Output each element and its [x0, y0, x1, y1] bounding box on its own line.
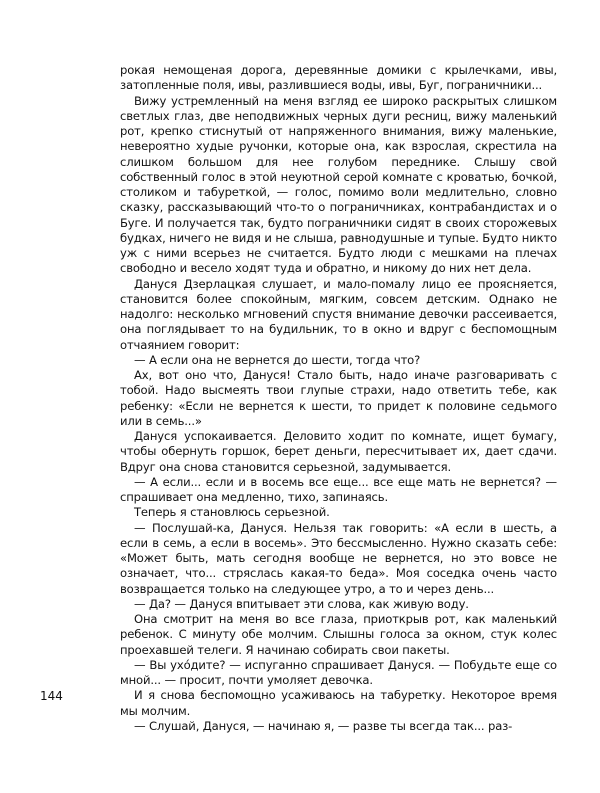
paragraph-9: — Послушай-ка, Дануся. Нельзя так говорить: «А если в шесть, а если в семь, а если в восемь». Это бессмысленно. Нужно сказать себе: «Может быть, мать сегодня вообще не вернется, но это вовсе не означает, что... стряслась какая-то беда». Моя соседка очень часто возвращается только на следующее утро, а то и через день... [120, 520, 557, 596]
paragraph-2: Вижу устремленный на меня взгляд ее широко раскрытых слишком светлых глаз, две неподвижных черных дуги ресниц, вижу маленький рот, крепко стиснутый от напряженного внимания, вижу маленькие, невероятно худые ручонки, которые она, как взрослая, скрестила на слишком большом для нее голубом переднике. Слышу свой собственный голос в этой неуютной серой комнате с кроватью, бочкой, столиком и табуреткой, — голос, помимо воли медлительно, словно сказку, рассказывающий что-то о пограничниках, контрабандистах и о Буге. И получается так, будто пограничники сидят в своих сторожевых будках, ничего не видя и не слыша, равнодушные и тупые. Будто никто уж с ними всерьез не считается. Будто люди с мешками на плечах свободно и весело ходят туда и обратно, и никому до них нет дела. [120, 93, 557, 276]
page-text [120, 63, 557, 734]
paragraph-14: — Слушай, Дануся, — начинаю я, — разве ты всегда так... раз- [134, 718, 513, 733]
paragraph-4: — А если она не вернется до шести, тогда что? [134, 352, 421, 367]
paragraph-12: — Вы ухóдите? — испуганно спрашивает Дануся. — Побудьте еще со мной... — просит, почти умоляет девочка. [120, 657, 557, 687]
paragraph-5: Ах, вот оно что, Дануся! Стало быть, надо иначе разговаривать с тобой. Надо высмеять твои глупые страхи, надо ответить тебе, как ребенку: «Если не вернется к шести, то придет к половине седьмого или в семь...» [120, 368, 557, 428]
paragraph-10: — Да? — Дануся впитывает эти слова, как живую воду. [134, 596, 469, 611]
paragraph-3: Дануся Дзерлацкая слушает, и мало-помалу лицо ее проясняется, становится более спокойным, мягким, совсем детским. Однако не надолго: несколько мгновений спустя внимание девочки рассеивается, она поглядывает то на будильник, то в окно и вдруг с беспомощным отчаянием говорит: [120, 276, 557, 352]
paragraph-13: И я снова беспомощно усаживаюсь на табуретку. Некоторое время мы молчим. [120, 688, 557, 718]
page-number: 144 [40, 689, 63, 703]
paragraph-7: — А если... если и в восемь все еще... все еще мать не вернется? — спрашивает она медленно, тихо, запинаясь. [120, 474, 557, 504]
paragraph-6: Дануся успокаивается. Деловито ходит по комнате, ищет бумагу, чтобы обернуть горшок, берет деньги, пересчитывает их, дает сдачи. Вдруг она снова становится серьезной, задумывается. [120, 429, 557, 474]
paragraph-1: рокая немощеная дорога, деревянные домики с крылечками, ивы, затопленные поля, ивы, разлившиеся воды, ивы, Буг, пограничники... [120, 63, 557, 93]
paragraph-11: Она смотрит на меня во все глаза, приоткрыв рот, как маленький ребенок. С минуту обе молчим. Слышны голоса за окном, стук колес проехавшей телеги. Я начинаю собирать свои пакеты. [120, 612, 557, 657]
paragraph-8: Теперь я становлюсь серьезной. [134, 505, 330, 520]
